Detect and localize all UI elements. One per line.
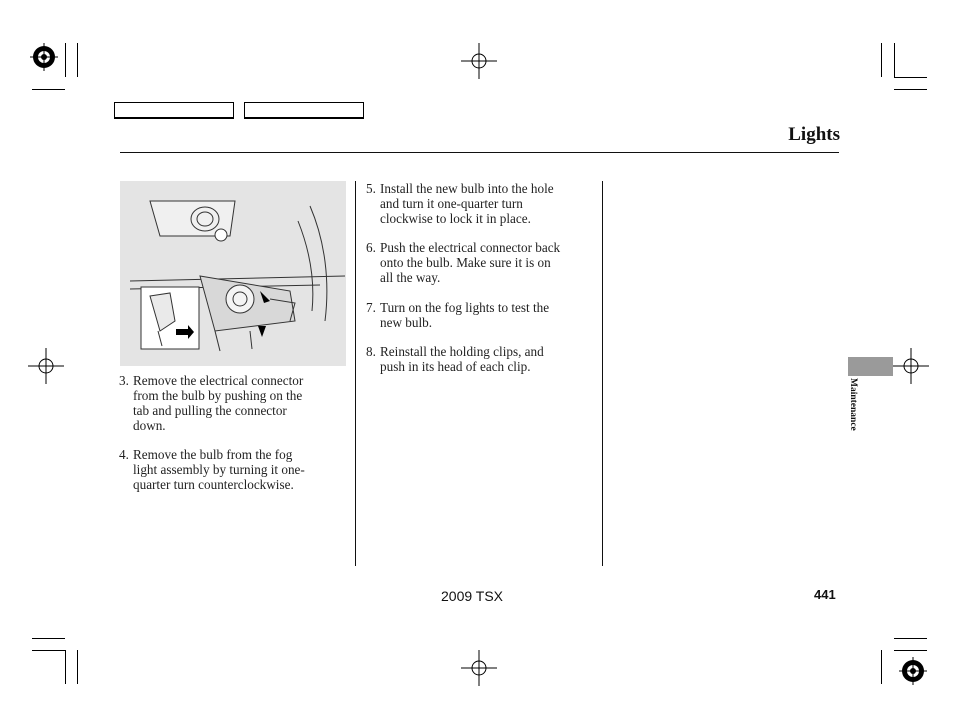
page-number: 441 [814, 587, 836, 602]
section-label: Maintenance [848, 378, 858, 431]
step-3: 3. Remove the electrical connector from the bulb by pushing on the tab and pulling the connector down. [119, 373, 304, 433]
arrow-icon [258, 326, 266, 337]
nav-tab-2[interactable] [244, 102, 364, 118]
step-7: 7. Turn on the fog lights to test the new bulb. [366, 300, 550, 330]
fog-light-assembly-illustration [120, 181, 346, 366]
footer-model: 2009 TSX [441, 588, 504, 604]
registration-target-icon [461, 43, 497, 79]
step-6: 6. Push the electrical connector back onto the bulb. Make sure it is on all the way. [366, 240, 561, 285]
registration-target-icon [461, 650, 497, 686]
column-divider [355, 181, 356, 566]
connector-inset-illustration [141, 287, 199, 349]
column-divider [602, 181, 603, 566]
starburst-target-icon [30, 43, 58, 71]
section-tab[interactable] [848, 357, 893, 376]
registration-target-icon [893, 348, 929, 384]
fog-light-figure [120, 181, 346, 366]
nav-tab-1[interactable] [114, 102, 234, 118]
registration-target-icon [28, 348, 64, 384]
page-title: Lights [788, 124, 840, 145]
starburst-target-icon [899, 657, 927, 685]
step-5: 5. Install the new bulb into the hole and turn it one-quarter turn clockwise to lock it in place. [366, 181, 554, 226]
step-4: 4. Remove the bulb from the fog light assembly by turning it one- quarter turn counterclockwise. [119, 447, 305, 492]
title-rule [120, 152, 839, 153]
step-8: 8. Reinstall the holding clips, and push in its head of each clip. [366, 344, 544, 374]
